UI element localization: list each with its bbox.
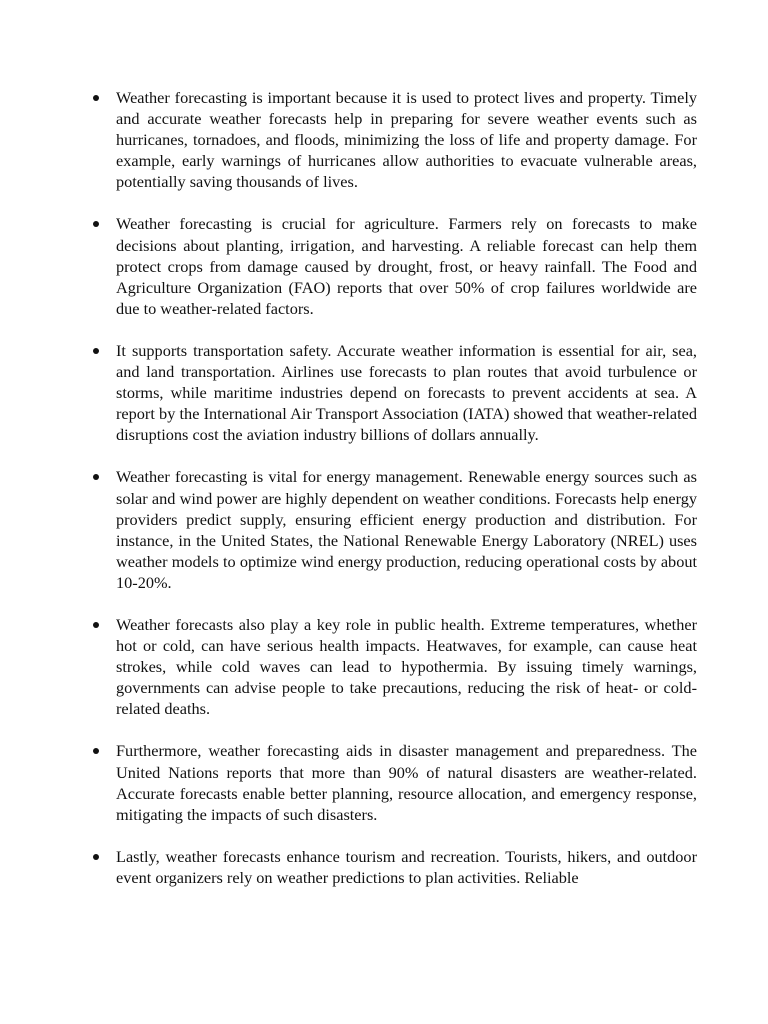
bullet-text: Weather forecasts also play a key role in public health. Extreme temperatures, whether hot or cold, can have serious health impacts. Heatwaves, for example, can cause heat strokes, while cold waves can lead to hypothermia. By issuing timely warnings, governments can advise people to take precautions, reducing the risk of heat- or cold-related deaths. (116, 614, 697, 719)
bullet-item-transportation (116, 340, 697, 445)
bullet-icon (93, 854, 99, 860)
bullet-icon (93, 95, 99, 101)
bullet-item-public-health (116, 614, 697, 719)
bullet-item-life-property (116, 87, 697, 192)
bullet-item-tourism (116, 846, 697, 888)
bullet-icon (93, 748, 99, 754)
bullet-text: It supports transportation safety. Accurate weather information is essential for air, sea, and land transportation. Airlines use forecasts to plan routes that avoid turbulence or storms, while maritime industries depend on forecasts to prevent accidents at sea. A report by the International Air Transport Association (IATA) showed that weather-related disruptions cost the aviation industry billions of dollars annually. (116, 340, 697, 445)
bullet-icon (93, 221, 99, 227)
bullet-icon (93, 348, 99, 354)
bullet-item-agriculture (116, 213, 697, 318)
bullet-icon (93, 474, 99, 480)
bullet-item-disaster-management (116, 740, 697, 824)
bullet-text: Lastly, weather forecasts enhance tourism and recreation. Tourists, hikers, and outdoor event organizers rely on weather predictions to plan activities. Reliable (116, 846, 697, 887)
bullet-text: Weather forecasting is crucial for agriculture. Farmers rely on forecasts to make decisions about planting, irrigation, and harvesting. A reliable forecast can help them protect crops from damage caused by drought, frost, or heavy rainfall. The Food and Agriculture Organization (FAO) reports that over 50% of crop failures worldwide are due to weather-related factors. (116, 214, 697, 318)
bullet-list (116, 87, 697, 909)
bullet-text: Weather forecasting is important because it is used to protect lives and property. Timely and accurate weather forecasts help in preparing for severe weather events such as hurricanes, tornadoes, and floods, minimizing the loss of life and property damage. For example, early warnings of hurricanes allow authorities to evacuate vulnerable areas, potentially saving thousands of lives. (116, 88, 697, 192)
bullet-text: Furthermore, weather forecasting aids in disaster management and preparedness. The United Nations reports that more than 90% of natural disasters are weather-related. Accurate forecasts enable better planning, resource allocation, and emergency response, mitigating the impacts of such disasters. (116, 741, 697, 824)
bullet-icon (93, 622, 99, 628)
bullet-item-energy (116, 466, 697, 593)
bullet-text: Weather forecasting is vital for energy management. Renewable energy sources such as solar and wind power are highly dependent on weather conditions. Forecasts help energy providers predict supply, ensuring efficient energy production and distribution. For instance, in the United States, the National Renewable Energy Laboratory (NREL) uses weather models to optimize wind energy production, reducing operational costs by about 10-20%. (116, 467, 697, 592)
